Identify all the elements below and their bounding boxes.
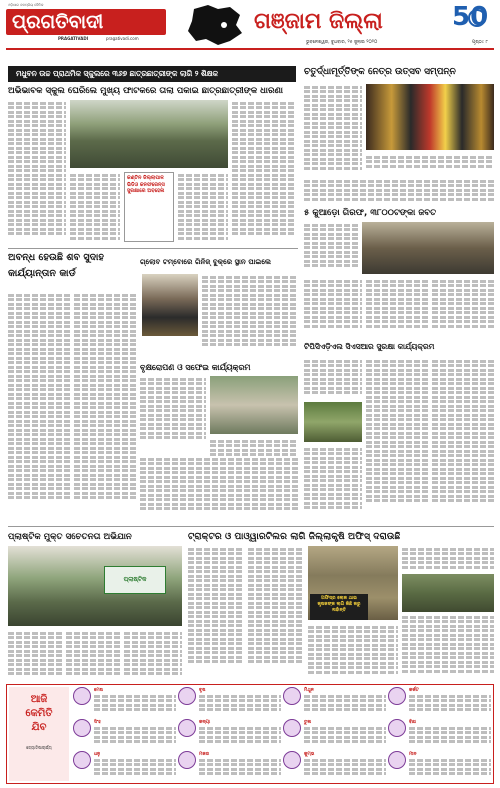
story-6-photo (210, 376, 298, 434)
story-3-photo (362, 222, 494, 274)
story-4-column-2 (74, 292, 136, 522)
horoscope-sign: କନ୍ୟା (199, 720, 211, 725)
horoscope-title-line3: ଯିବ (31, 722, 47, 733)
story-3-column-1 (304, 222, 358, 274)
story-1-kicker (8, 66, 296, 82)
story-7-column-3 (366, 358, 428, 522)
district-title: ଗଞ୍ଜାମ ଜିଲ୍ଲା (254, 9, 383, 34)
story-8-banner (104, 566, 166, 594)
story-2-column-3 (304, 178, 494, 202)
anniversary-number: 50 (452, 2, 489, 32)
zodiac-icon (388, 751, 406, 769)
story-9-headline: ଟ୍ରାକ୍ଟର ଓ ପାଓ୍ୱାରଟିଲର ଲାଗି ଜିଲ୍ଲାକୃଷି ଅଫିସ୍ ଦରାଉଛି (188, 531, 401, 542)
story-7-headline: ଟିପିସିଏଡ଼ିଏଲ ସିଏସଆର ସୁରକ୍ଷା କାର୍ଯ୍ୟକ୍ରମ (304, 342, 435, 351)
story-3-headline: ୫ କୁଆଡ଼ୋ ଗିରଫ, ୩୮୦୦ଟଙ୍କା ଜବତ (304, 208, 437, 218)
story-8-headline: ପ୍ଲାଷ୍ଟିକ ମୁକ୍ତ ସଚେତନତା ଅଭିଯାନ (8, 532, 132, 542)
story-7-column-4 (432, 358, 494, 522)
story-1-column-1 (8, 100, 66, 240)
date-line: ଭୁବନେଶ୍ୱର, ବୁଧବାର, ୨୫ ଜୁଲାଇ ୨୦୨୦ (306, 40, 378, 45)
horoscope-sign: ଧନୁ (94, 752, 101, 757)
story-3-column-3 (366, 278, 428, 336)
zodiac-icon (283, 719, 301, 737)
horoscope-item (283, 751, 386, 781)
story-8-column-3 (124, 630, 182, 680)
story-7-column-2 (304, 446, 362, 522)
horoscope-item (283, 719, 386, 749)
story-1-photo (70, 100, 228, 168)
zodiac-icon (178, 719, 196, 737)
horoscope-sign: ମକର (199, 752, 210, 757)
masthead-title-en: PRAGATIVADI (58, 36, 89, 41)
horoscope-item (178, 751, 281, 781)
story-8-column-2 (66, 630, 122, 680)
horoscope-item (388, 719, 491, 749)
horoscope-sign: ତୁଳା (304, 720, 312, 725)
section-divider-1 (8, 248, 298, 249)
section-divider-2 (8, 526, 494, 527)
story-8-banner-text: ପ୍ଲାଷ୍ଟିକ (123, 576, 147, 583)
anniversary-logo (448, 3, 492, 37)
story-5-photo (142, 274, 198, 336)
zodiac-icon (388, 719, 406, 737)
horoscope-item (73, 687, 176, 717)
story-9-column-5 (402, 614, 494, 680)
horoscope-sign: କର୍କଟ (409, 688, 419, 693)
story-2-column-2 (366, 154, 494, 174)
horoscope-author: ଜ୍ୟୋତିଷାଚାର୍ଯ୍ୟ (26, 745, 52, 750)
horoscope-grid (73, 687, 491, 781)
story-3-column-2 (304, 278, 362, 336)
horoscope-title-box (9, 687, 69, 781)
zodiac-icon (178, 687, 196, 705)
anniversary-ring (468, 9, 486, 27)
story-9-box (310, 594, 368, 620)
horoscope-item (388, 751, 491, 781)
story-1-column-3 (70, 172, 120, 242)
masthead (6, 3, 494, 49)
story-1-box (124, 172, 174, 242)
story-9-box-text: ଅଫିସ୍‌ର ଲୋକ ଥାଇ କୃଷକଙ୍କ ଲାଗି କିଛି କରୁ ନାହାଁନ୍ତି (317, 596, 361, 613)
page-number: ପୃଷ୍ଠା: ୮ (472, 40, 489, 45)
story-6-headline: ବୃକ୍ଷରୋପଣ ଓ ସଫେଇ କାର୍ଯ୍ୟକ୍ରମ (140, 363, 251, 372)
story-9-column-1 (188, 546, 244, 680)
horoscope-sign: କୁମ୍ଭ (304, 752, 315, 757)
story-1-column-4 (178, 172, 228, 242)
horoscope-item (73, 719, 176, 749)
zodiac-icon (283, 687, 301, 705)
story-1-headline: ଅଭିଭାବକ ସ୍କୁଲ ଘେରିଲେ ମୁଖ୍ୟ ଫାଟକରେ ତାଲା ପକାଇ ଛାତ୍ରଛାତ୍ରୀଙ୍କ ଧାରଣା (8, 86, 283, 96)
story-7-column-1 (304, 358, 362, 400)
zodiac-icon (283, 751, 301, 769)
story-9-photo-2 (402, 574, 494, 612)
story-6-column-1 (140, 376, 206, 452)
horoscope-item (388, 687, 491, 717)
story-1-box-head: କଣ୍ଟିନ ଜିଲ୍ଲାପାଳ ଭିଡିଓ କନଫରେନ୍ସ ସୁରକ୍ଷାରେ ଅବହେଳା (127, 175, 165, 194)
story-5-column-1 (202, 274, 298, 360)
horoscope-item (178, 687, 281, 717)
horoscope-sign: ମେଷ (94, 688, 103, 693)
zodiac-icon (73, 719, 91, 737)
masthead-rule (6, 48, 494, 50)
story-1-kicker-text: ମଧୁବନ ଉଚ୍ଚ ପ୍ରାଥମିକ ସ୍କୁଲରେ ୩୬୭ ଛାତ୍ରଛାତ୍ରୀଙ୍କ ଲାଗି ୨ ଶିକ୍ଷକ (16, 69, 218, 78)
story-5-headline: ଗ୍ଲୋବ ଟମ୍ବୋରେ ଗିନିଜ୍ ବୁକ୍‌ରେ ସ୍ଥାନ ପାଇଲେ (140, 257, 272, 266)
odisha-map-icon (184, 3, 246, 47)
story-8-photo (8, 546, 182, 626)
story-8-column-1 (8, 630, 64, 680)
story-6-column-3 (140, 456, 298, 522)
horoscope-title-line2: କେମିତି (25, 708, 53, 719)
story-7-photo (304, 402, 362, 442)
horoscope-sign: ସିଂହ (94, 720, 101, 725)
horoscope-item (73, 751, 176, 781)
horoscope-section (6, 684, 494, 784)
story-3-column-4 (432, 278, 494, 336)
horoscope-item (178, 719, 281, 749)
masthead-website: pragativadi.com (106, 36, 139, 41)
story-9-column-3 (308, 624, 398, 680)
story-9-column-2 (248, 546, 304, 680)
zodiac-icon (73, 687, 91, 705)
story-2-column-1 (304, 84, 362, 174)
horoscope-sign: ମୀନ (409, 752, 417, 757)
horoscope-item (283, 687, 386, 717)
horoscope-sign: ମିଥୁନ (304, 688, 314, 693)
horoscope-sign: ବିଛା (409, 720, 416, 725)
masthead-title: ପ୍ରଗତିବାଦୀ (12, 11, 104, 33)
story-2-headline: ଚତୁର୍ଦ୍ଧାମୂର୍ତ୍ତିଙ୍କ ନେତ୍ର ଉତ୍ସବ ସମ୍ପନ୍ନ (304, 67, 456, 77)
story-4-headline: ଅବନ୍ଧ ହେଉଛି ଶବ ସୁଦାହ କାର୍ଯ୍ୟାନ୍ତାନ କାର୍ଡ (8, 252, 105, 279)
story-4-column-1 (8, 292, 70, 522)
masthead-tagline: ଓଡ଼ିଶାର ଜନପ୍ରିୟ ଦୈନିକ (8, 3, 44, 7)
story-1-column-2 (232, 100, 296, 240)
zodiac-icon (178, 751, 196, 769)
zodiac-icon (73, 751, 91, 769)
horoscope-sign: ବୃଷ (199, 688, 206, 693)
horoscope-title-line1: ଆଜି (30, 694, 48, 705)
story-9-column-4 (402, 546, 494, 572)
zodiac-icon (388, 687, 406, 705)
story-2-photo (366, 84, 494, 150)
